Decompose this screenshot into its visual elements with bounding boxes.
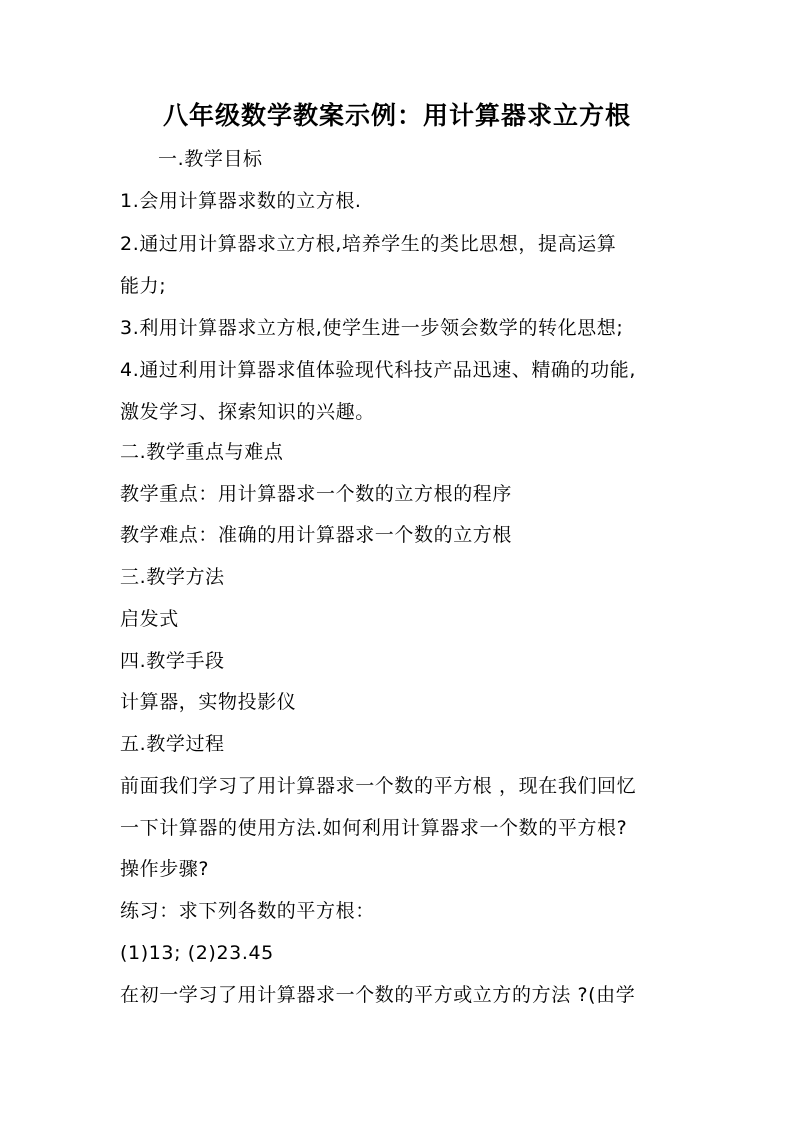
difficult-point: 教学难点：准确的用计算器求一个数的立方根 — [120, 524, 513, 546]
section-heading-methods: 三.教学方法 — [120, 566, 225, 588]
objective-1: 1.会用计算器求数的立方根. — [120, 190, 362, 212]
process-paragraph-line-3: 操作步骤? — [120, 858, 210, 880]
objective-4: 4.通过利用计算器求值体验现代科技产品迅速、精确的功能, — [120, 359, 636, 381]
process-paragraph-line-1: 前面我们学习了用计算器求一个数的平方根 ，现在我们回忆 — [120, 775, 637, 797]
document-title: 八年级数学教案示例：用计算器求立方根 — [162, 101, 631, 130]
means-text: 计算器，实物投影仪 — [120, 691, 297, 713]
method-text: 启发式 — [120, 608, 179, 630]
process-paragraph-line-2: 一下计算器的使用方法.如何利用计算器求一个数的平方根? — [120, 817, 628, 839]
exercise-items: (1)13; (2)23.45 — [120, 942, 274, 964]
objective-3: 3.利用计算器求立方根,使学生进一步领会数学的转化思想; — [120, 317, 624, 339]
section-heading-key-points: 二.教学重点与难点 — [120, 441, 284, 463]
section-heading-means: 四.教学手段 — [120, 650, 225, 672]
exercise-heading: 练习：求下列各数的平方根： — [120, 900, 375, 922]
section-heading-process: 五.教学过程 — [120, 733, 225, 755]
objective-2-continued: 能力; — [120, 275, 167, 297]
key-point: 教学重点：用计算器求一个数的立方根的程序 — [120, 483, 513, 505]
objective-4-continued: 激发学习、探索知识的兴趣。 — [120, 401, 375, 423]
objective-2: 2.通过用计算器求立方根,培养学生的类比思想，提高运算 — [120, 233, 617, 255]
section-heading-objectives: 一.教学目标 — [158, 148, 263, 170]
process-paragraph-line-4: 在初一学习了用计算器求一个数的平方或立方的方法 ?(由学 — [120, 984, 636, 1006]
